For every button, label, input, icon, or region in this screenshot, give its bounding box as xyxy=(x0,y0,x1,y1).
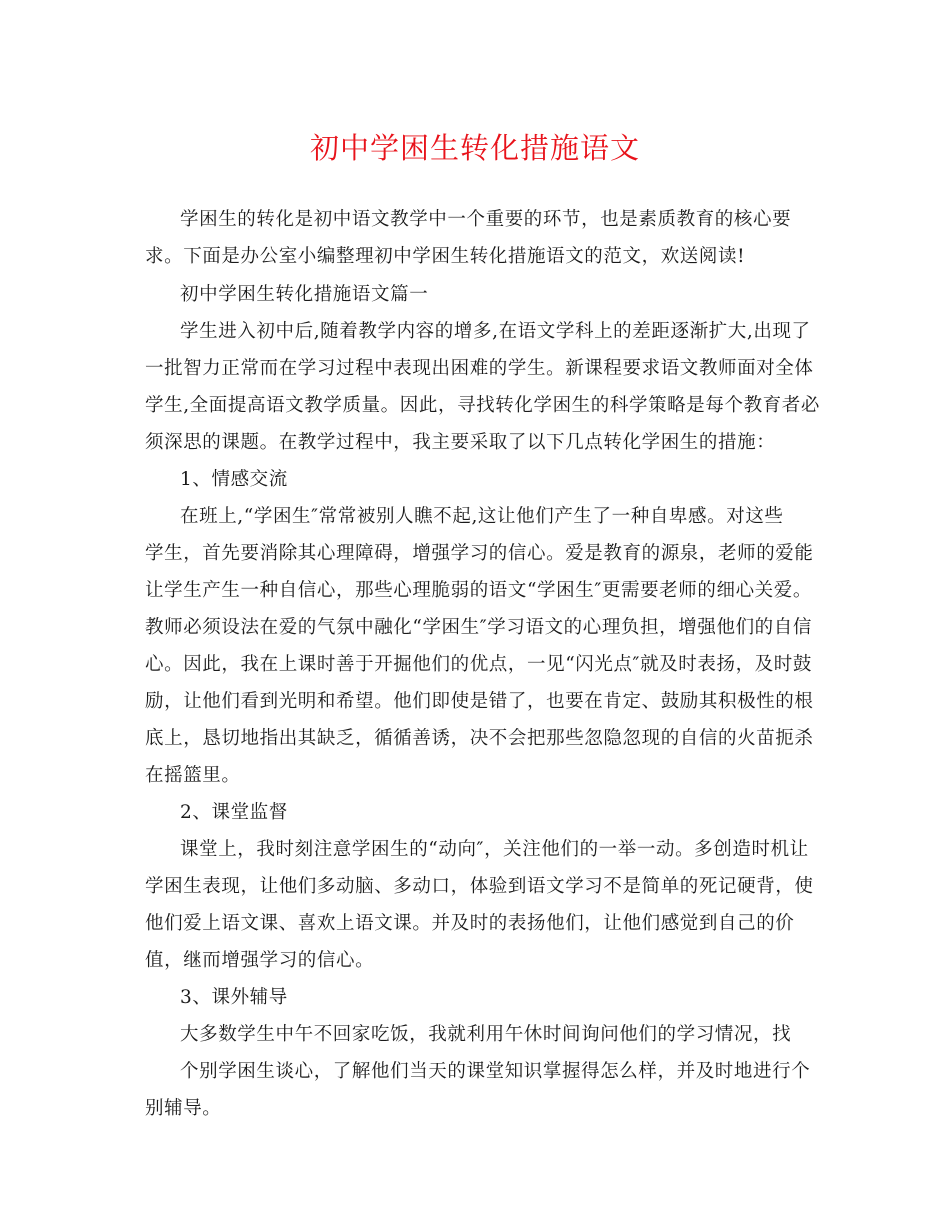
paragraph-line: 心。因此，我在上课时善于开掘他们的优点，一见“闪光点″就及时表扬，及时鼓 xyxy=(145,654,812,675)
paragraph-line: 学生，首先要消除其心理障碍，增强学习的信心。爱是教育的源泉，老师的爱能 xyxy=(145,543,814,564)
paragraph-line: 学生,全面提高语文教学质量。因此，寻找转化学困生的科学策略是每个教育者必 xyxy=(145,395,820,416)
paragraph-line: 别辅导。 xyxy=(145,1098,222,1119)
paragraph-line: 个别学困生谈心，了解他们当天的课堂知识掌握得怎么样，并及时地进行个 xyxy=(180,1061,811,1082)
intro-line-1: 学困生的转化是初中语文教学中一个重要的环节，也是素质教育的核心要 xyxy=(180,209,792,230)
subheading-2: 2、课堂监督 xyxy=(180,802,288,823)
subheading-3: 3、课外辅导 xyxy=(180,987,288,1008)
paragraph-line: 他们爱上语文课、喜欢上语文课。并及时的表扬他们，让他们感觉到自己的价 xyxy=(145,913,795,934)
intro-line-2: 求。下面是办公室小编整理初中学困生转化措施语文的范文，欢送阅读! xyxy=(145,246,746,267)
paragraph-line: 一批智力正常而在学习过程中表现出困难的学生。新课程要求语文教师面对全体 xyxy=(145,358,814,379)
paragraph-line: 值，继而增强学习的信心。 xyxy=(145,950,375,971)
paragraph-line: 在摇篮里。 xyxy=(145,765,241,786)
section-heading-1: 初中学困生转化措施语文篇一 xyxy=(180,284,429,305)
paragraph-line: 学生进入初中后,随着教学内容的增多,在语文学科上的差距逐渐扩大,出现了 xyxy=(180,321,811,342)
paragraph-line: 让学生产生一种自信心，那些心理脆弱的语文“学困生″更需要老师的细心关爱。 xyxy=(145,580,812,601)
document-title: 初中学困生转化措施语文 xyxy=(309,131,640,165)
paragraph-line: 教师必须设法在爱的气氛中融化“学困生″学习语文的心理负担，增强他们的自信 xyxy=(145,617,812,638)
paragraph-line: 励，让他们看到光明和希望。他们即使是错了，也要在肯定、鼓励其积极性的根 xyxy=(145,691,814,712)
paragraph-line: 在班上,“学困生″常常被别人瞧不起,这让他们产生了一种自卑感。对这些 xyxy=(180,506,784,527)
paragraph-line: 底上，恳切地指出其缺乏，循循善诱，决不会把那些忽隐忽现的自信的火苗扼杀 xyxy=(145,728,814,749)
paragraph-line: 大多数学生中午不回家吃饭，我就利用午休时间询问他们的学习情况，找 xyxy=(180,1024,792,1045)
paragraph-line: 课堂上，我时刻注意学困生的“动向″，关注他们的一举一动。多创造时机让 xyxy=(180,839,809,860)
paragraph-line: 须深思的课题。在教学过程中，我主要采取了以下几点转化学困生的措施： xyxy=(145,432,776,453)
subheading-1: 1、情感交流 xyxy=(180,469,288,490)
paragraph-line: 学困生表现，让他们多动脑、多动口，体验到语文学习不是简单的死记硬背，使 xyxy=(145,876,814,897)
